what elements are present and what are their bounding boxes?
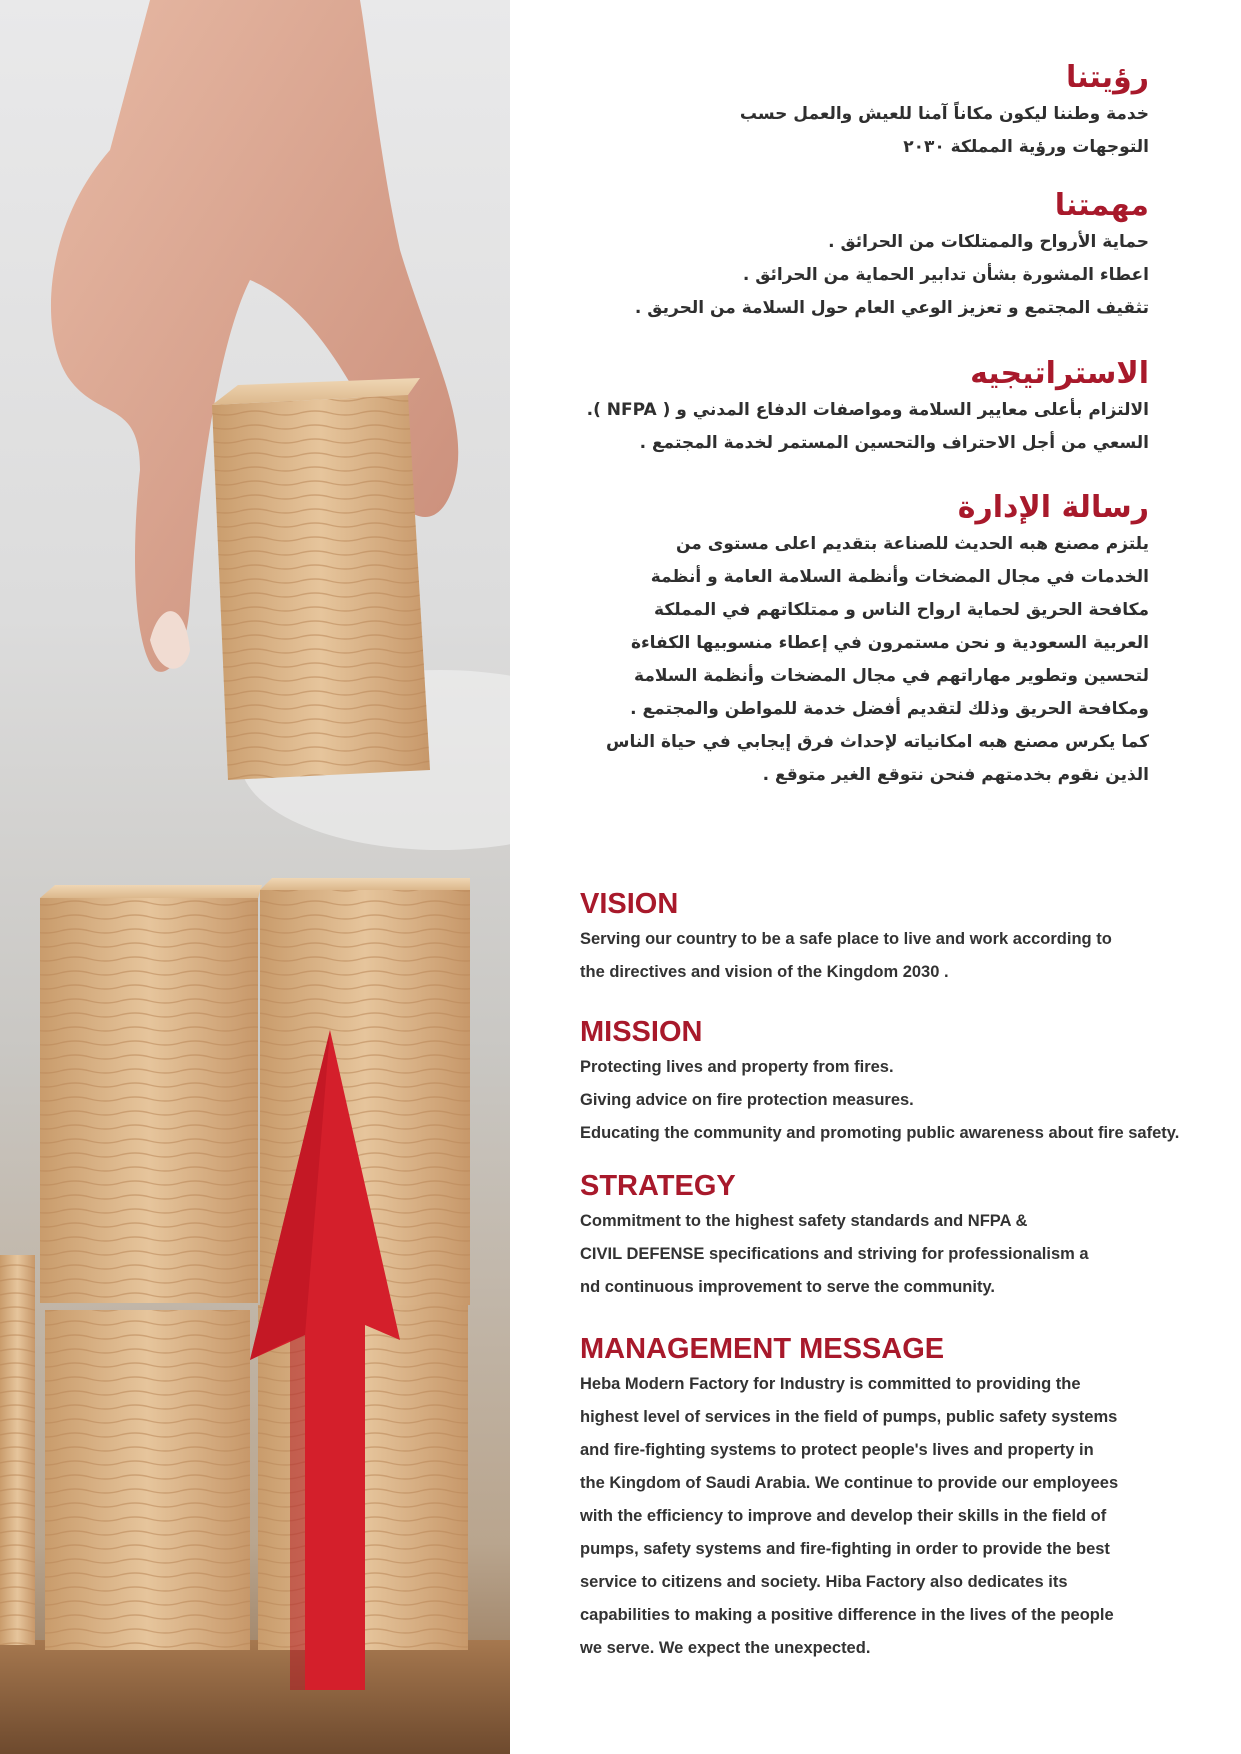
arabic-strategy-title: الاستراتيجيه bbox=[970, 356, 1149, 391]
held-wood-block bbox=[212, 378, 430, 780]
english-mission-line: Educating the community and promoting public awareness about fire safety. bbox=[580, 1124, 1180, 1142]
arabic-mission-section bbox=[549, 186, 1149, 325]
arabic-management-line: يلتزم مصنع هبه الحديث للصناعة بتقديم اعلى مستوى من bbox=[676, 534, 1149, 554]
arabic-mission-line: اعطاء المشورة بشأن تدابير الحماية من الحرائق . bbox=[742, 265, 1149, 285]
arabic-strategy-line: الالتزام بأعلى معايير السلامة ومواصفات الدفاع المدني و ( NFPA ). bbox=[586, 400, 1149, 420]
english-vision-line: the directives and vision of the Kingdom 2030 . bbox=[580, 963, 949, 981]
hero-photo bbox=[0, 0, 510, 1754]
english-management-line: highest level of services in the field of pumps, public safety systems bbox=[580, 1408, 1118, 1426]
english-strategy-title: STRATEGY bbox=[580, 1170, 736, 1202]
english-mission-title: MISSION bbox=[580, 1016, 703, 1048]
english-mission-section bbox=[580, 1013, 1200, 1150]
wooden-blocks-illustration bbox=[0, 0, 510, 1754]
english-management-line: pumps, safety systems and fire-fighting in order to provide the best bbox=[580, 1540, 1110, 1558]
english-mission-line: Giving advice on fire protection measures. bbox=[580, 1091, 914, 1109]
english-management-line: and fire-fighting systems to protect people's lives and property in bbox=[580, 1441, 1094, 1459]
arabic-vision-section bbox=[569, 58, 1149, 164]
arabic-management-title: رسالة الإدارة bbox=[957, 490, 1149, 525]
wood-block-lower-edge bbox=[0, 1255, 35, 1645]
arabic-management-line: لتحسين وتطوير مهاراتهم في مجال المضخات وأنظمة السلامة bbox=[634, 666, 1149, 686]
wood-block-lower-left bbox=[45, 1310, 250, 1650]
english-mission-line: Protecting lives and property from fires. bbox=[580, 1058, 894, 1076]
english-management-section bbox=[580, 1330, 1200, 1665]
table-surface bbox=[0, 1640, 510, 1754]
arabic-vision-line: خدمة وطننا ليكون مكاناً آمنا للعيش والعمل حسب bbox=[739, 104, 1149, 124]
arabic-management-line: مكافحة الحريق لحماية ارواح الناس و ممتلكاتهم في المملكة bbox=[654, 600, 1149, 620]
english-management-title: MANAGEMENT MESSAGE bbox=[580, 1333, 945, 1365]
english-strategy-line: CIVIL DEFENSE specifications and striving for professionalism a bbox=[580, 1245, 1089, 1263]
arabic-management-section bbox=[569, 488, 1149, 792]
arabic-vision-title: رؤيتنا bbox=[1066, 60, 1149, 95]
english-management-line: the Kingdom of Saudi Arabia. We continue to provide our employees bbox=[580, 1474, 1119, 1492]
arabic-vision-line: التوجهات ورؤية المملكة ٢٠٣٠ bbox=[903, 137, 1149, 157]
english-strategy-section bbox=[580, 1167, 1200, 1304]
arabic-strategy-line: السعي من أجل الاحتراف والتحسين المستمر لخدمة المجتمع . bbox=[639, 433, 1149, 453]
arabic-management-line: الذين نقوم بخدمتهم فنحن نتوقع الغير متوقع . bbox=[762, 765, 1149, 785]
english-management-line: we serve. We expect the unexpected. bbox=[580, 1639, 871, 1657]
english-management-line: with the efficiency to improve and develop their skills in the field of bbox=[580, 1507, 1107, 1525]
english-management-line: service to citizens and society. Hiba Factory also dedicates its bbox=[580, 1573, 1068, 1591]
english-vision-section bbox=[580, 885, 1200, 989]
arabic-management-line: العربية السعودية و نحن مستمرون في إعطاء منسوبيها الكفاءة bbox=[630, 633, 1149, 653]
arabic-management-line: كما يكرس مصنع هبه امكانياته لإحداث فرق إيجابي في حياة الناس bbox=[606, 732, 1149, 752]
arabic-mission-line: حماية الأرواح والممتلكات من الحرائق . bbox=[828, 232, 1149, 252]
english-strategy-line: nd continuous improvement to serve the community. bbox=[580, 1278, 995, 1296]
arabic-strategy-section bbox=[549, 354, 1149, 460]
arabic-mission-line: تثقيف المجتمع و تعزيز الوعي العام حول السلامة من الحريق . bbox=[634, 298, 1149, 318]
english-management-line: capabilities to making a positive difference in the lives of the people bbox=[580, 1606, 1114, 1624]
wood-block-upper-left bbox=[40, 885, 262, 1303]
english-management-line: Heba Modern Factory for Industry is committed to providing the bbox=[580, 1375, 1081, 1393]
english-strategy-line: Commitment to the highest safety standards and NFPA & bbox=[580, 1212, 1028, 1230]
arabic-management-line: الخدمات في مجال المضخات وأنظمة السلامة العامة و أنظمة bbox=[650, 567, 1149, 587]
arabic-mission-title: مهمتنا bbox=[1054, 188, 1149, 223]
english-vision-title: VISION bbox=[580, 888, 679, 920]
english-vision-line: Serving our country to be a safe place to live and work according to bbox=[580, 930, 1112, 948]
arabic-management-line: ومكافحة الحريق وذلك لتقديم أفضل خدمة للمواطن والمجتمع . bbox=[630, 699, 1149, 719]
